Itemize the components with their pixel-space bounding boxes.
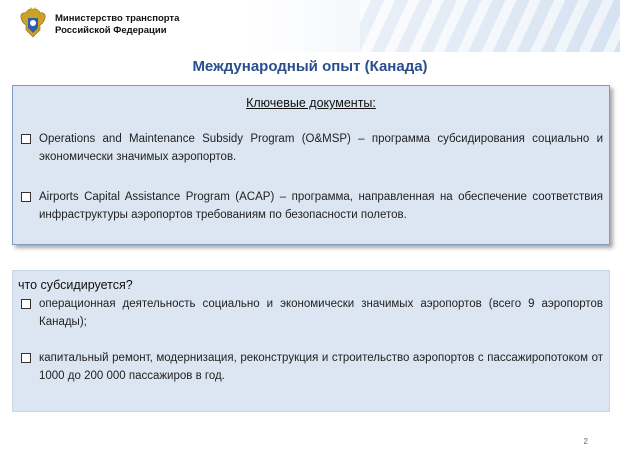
subsidized-item-text: капитальный ремонт, модернизация, реконструкция и строительство аэропортов с пассажиропотоком от 1000 до 200 000 пассажиров в год.: [39, 352, 603, 382]
subsidized-item: [21, 295, 603, 331]
key-documents-heading: Ключевые документы:: [246, 96, 376, 110]
subsidized-item: [21, 349, 603, 385]
document-item: [21, 188, 603, 224]
ministry-name: [55, 13, 179, 37]
checkbox-bullet-icon: [21, 353, 31, 363]
header-decoration: [360, 0, 620, 52]
ministry-name-line1: Министерство транспорта: [55, 13, 180, 24]
double-headed-eagle-emblem-icon: [18, 6, 48, 40]
checkbox-bullet-icon: [21, 299, 31, 309]
subsidized-heading: что субсидируется?: [18, 278, 133, 292]
document-item-text: Operations and Maintenance Subsidy Program (O&MSP) – программа субсидирования социально и экономически значимых аэропортов.: [39, 133, 603, 163]
subsidized-box: [12, 270, 610, 412]
document-item-text: Airports Capital Assistance Program (ACAP) – программа, направленная на обеспечение соответствия инфраструктуры аэропортов требованиям по безопасности полетов.: [39, 191, 603, 221]
checkbox-bullet-icon: [21, 134, 31, 144]
slide-title: Международный опыт (Канада): [192, 58, 428, 75]
checkbox-bullet-icon: [21, 192, 31, 202]
subsidized-item-text: операционная деятельность социально и экономически значимых аэропортов (всего 9 аэропортов Канады);: [39, 298, 603, 328]
slide-header: [0, 0, 620, 52]
document-item: [21, 130, 603, 166]
ministry-name-line2: Российской Федерации: [55, 25, 167, 36]
page-number: 2: [583, 437, 588, 446]
key-documents-box: [12, 85, 610, 245]
